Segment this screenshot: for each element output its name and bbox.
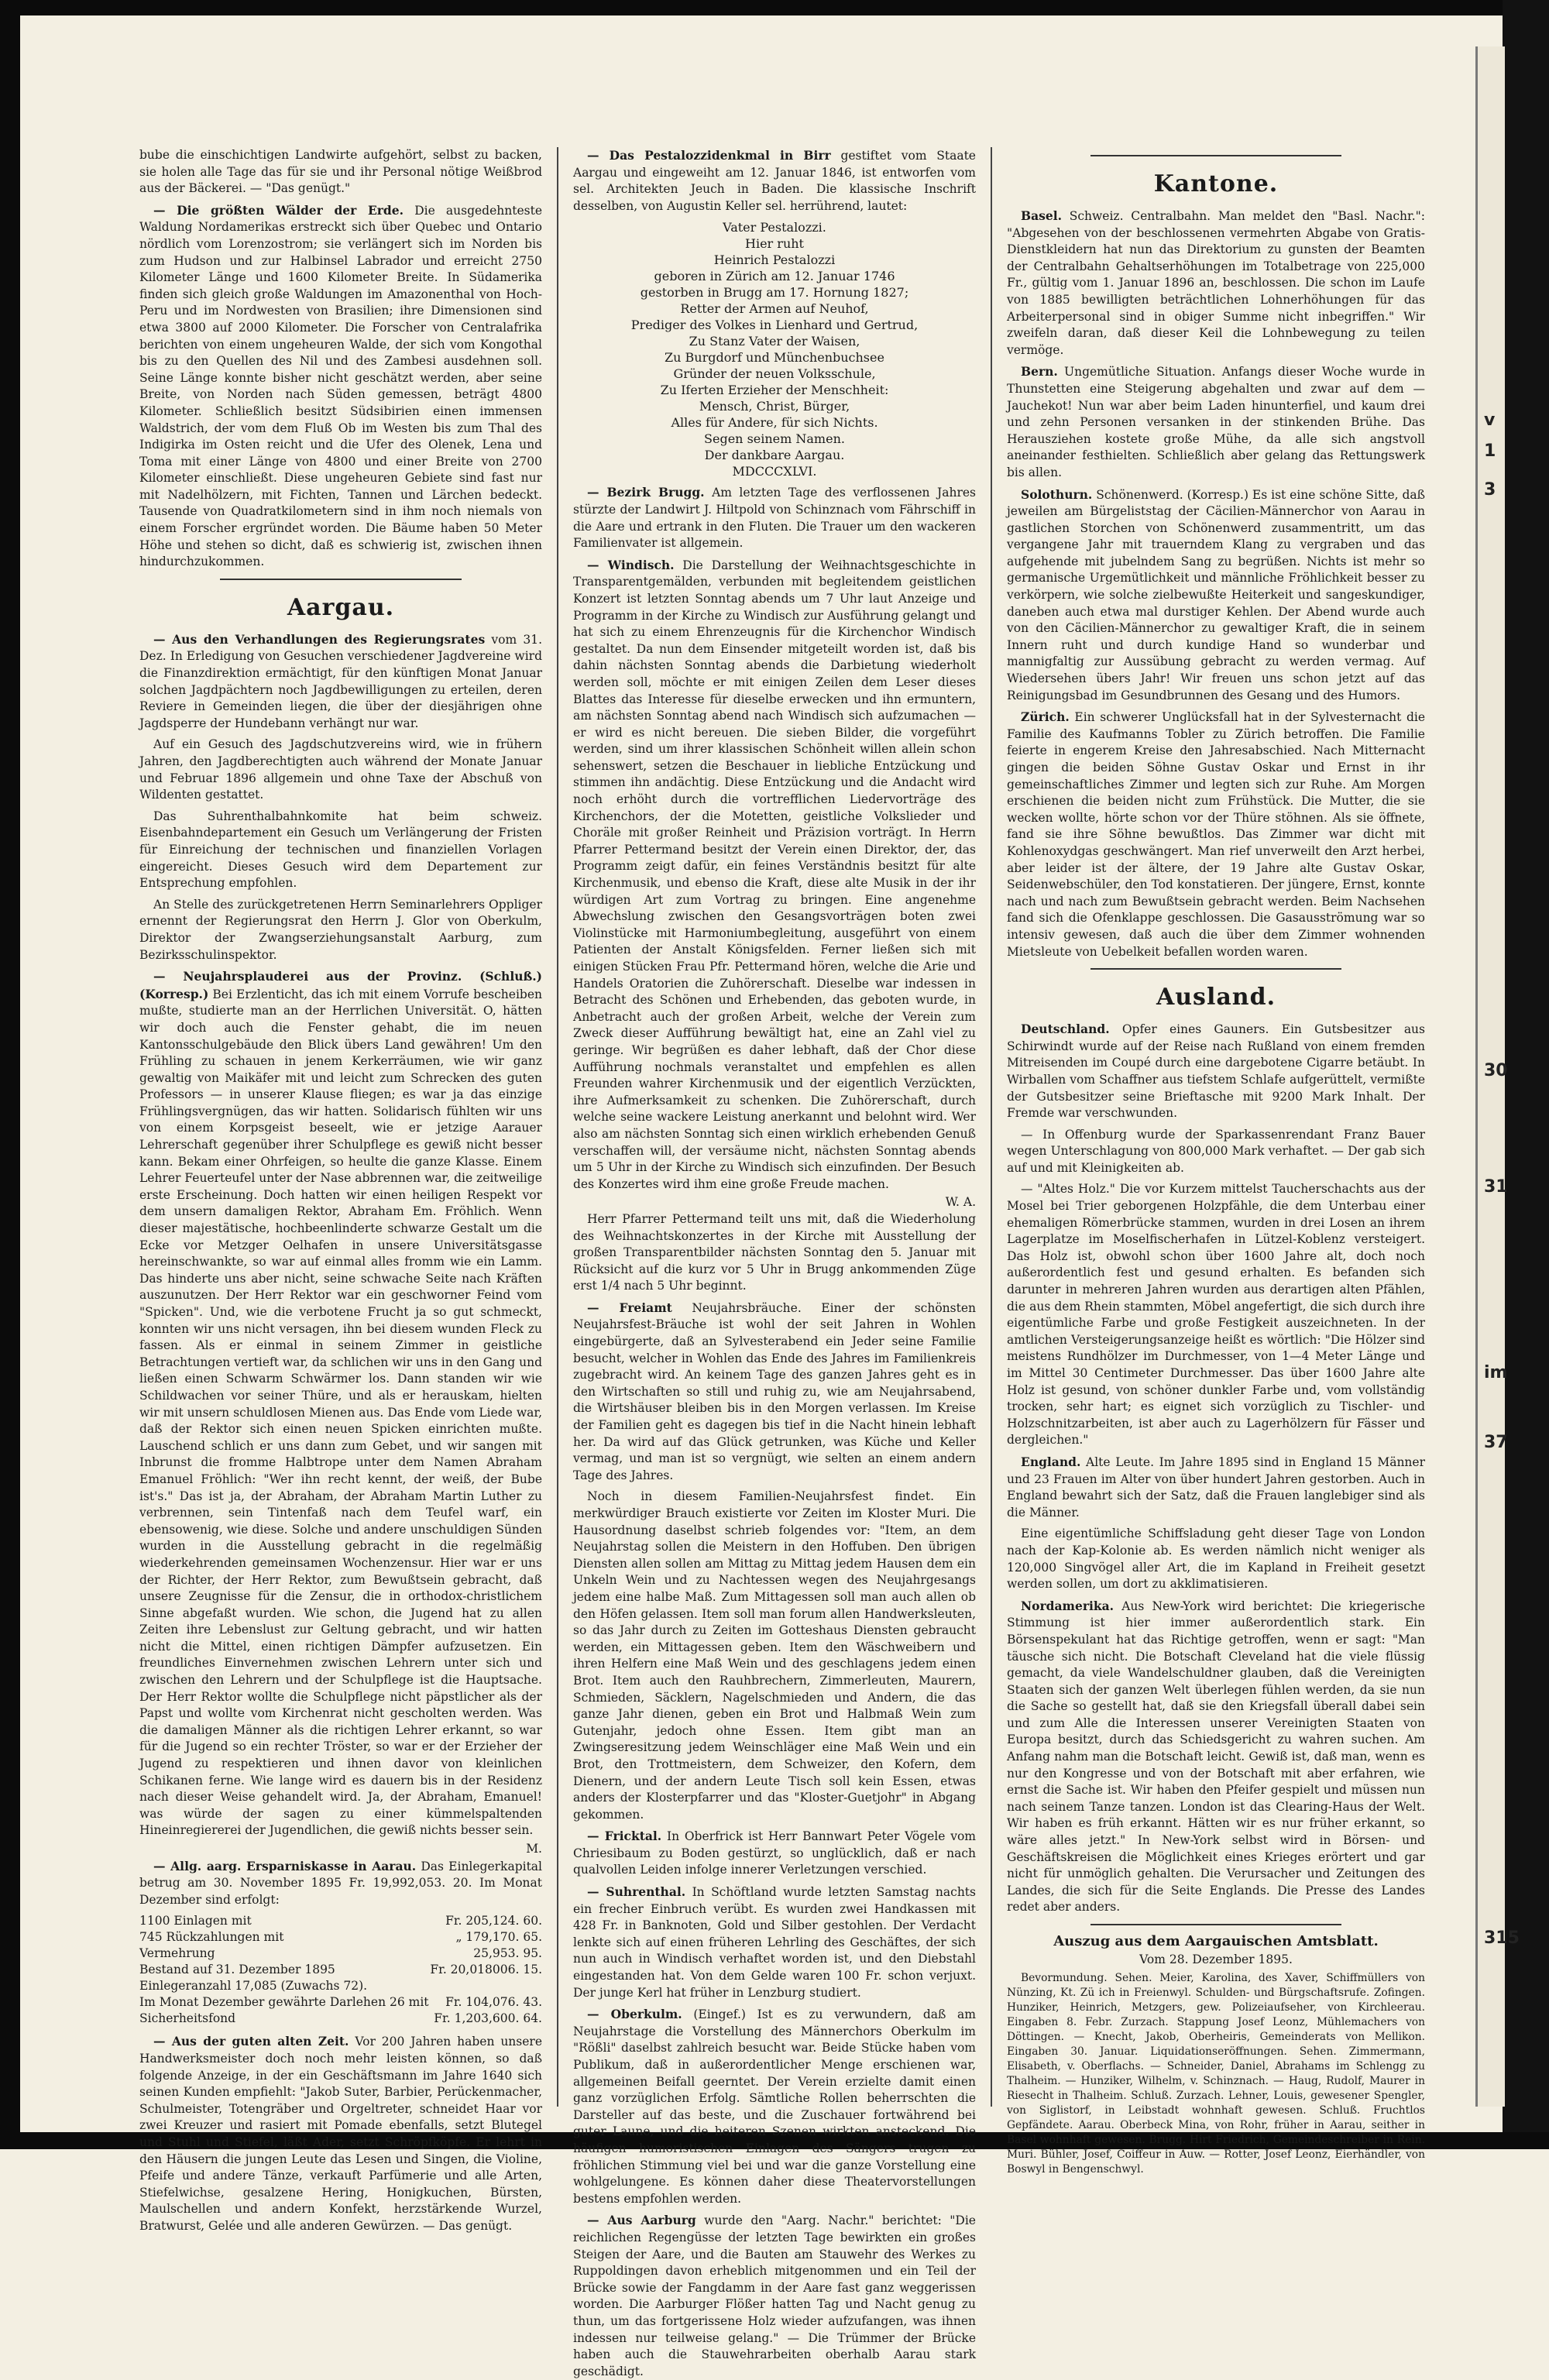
inscription-line: Vater Pestalozzi. — [723, 220, 826, 235]
inscription-line: Mensch, Christ, Bürger, — [699, 399, 850, 414]
article-body: Vor 200 Jahren haben unsere Handwerksmeister doch noch mehr leisten können, so daß folgende Anzeige, in der ein Geschäftsmann im Jahre 1640 sich seinen Kunden empfiehlt: "Jakob Suter, Barbier, Perückenmacher, Schulmeister, Totengräber und Orgeltreter, schneidet Haar vor zwei Kreuzer und rasiert mit Pomade ebenfalls, setzt Blutegel und Stuhl und Stiefel, läßt Ader, setzt Schröpfköpfe. Er lehrt in den Häusern die jungen Leute das Lesen und Singen, die Violine, Pfeife und andere Tänze, verkauft Parfümerie und alle Arten, Stiefelwichse, gesalzene Hering, Honigkuchen, Bürsten, Maulschellen und andern Konfekt, herzstärkende Wurzel, Bratwurst, Gelée und alle anderen Gewürzen. — Das genügt. — [139, 2035, 542, 2233]
inscription-line: gestorben in Brugg am 17. Hornung 1827; — [640, 285, 909, 301]
row-label: 745 Rückzahlungen mit — [139, 1930, 284, 1945]
article-deutschland — [1007, 1021, 1425, 1122]
article-regierungsrat — [139, 631, 542, 733]
article-solothurn — [1007, 486, 1425, 705]
article-paragraph: — "Altes Holz." Die vor Kurzem mittelst Taucherschachts aus der Mosel bei Trier geborgenen Holzpfähle, die dem Unterbau einer ehemaligen Römerbrücke stammen, wurden in drei Losen an ihrem Lagerplatze im Moselfischerhafen in Lützel-Koblenz versteigert. Das Holz ist, obwohl schon über 1600 Jahre alt, doch noch außerordentlich fest und gesund erhalten. Es befanden sich darunter in mehreren Jahren wurden aus derartigen alten Pfählen, die aus dem Rhein stammten, Möbel angefertigt, die sich durch ihre eigentümliche Farbe und große Festigkeit auszeichneten. In der amtlichen Versteigerungsanzeige heißt es wörtlich: "Die Hölzer sind meistens Rundhölzer im Durchmesser, von 1—4 Meter Länge und im Mittel 30 Centimeter Durchmesser. Das über 1600 Jahre alte Holz ist gesund, von schöner dunkler Farbe und, vom vollständig trocken, sehr hart; es eignet sich vorzüglich zu Tischler- und Holzschnitzarbeiten, ist aber auch zu Lagerhölzern für Fässer und dergleichen." — [1007, 1182, 1425, 1448]
table-row — [139, 2011, 542, 2027]
scan-border-top — [0, 0, 1549, 15]
inscription-line: Heinrich Pestalozzi — [713, 252, 836, 268]
row-label: Im Monat Dezember gewährte Darlehen 26 mit — [139, 1995, 429, 2010]
article-paragraph: Eine eigentümliche Schiffsladung geht dieser Tage von London nach der Kap-Kolonie ab. Es werden nämlich nicht weniger als 120,000 Singvögel aller Art, die im Kapland in Freiheit gesetzt werden sollen, um dort zu akklimatisieren. — [1007, 1527, 1425, 1592]
article-alte-zeit — [139, 2033, 542, 2234]
neighbor-fragment: 30 — [1484, 1061, 1508, 1080]
inscription-line: Zu Burgdorf und Münchenbuchsee — [665, 350, 884, 366]
article-ersparniskasse — [139, 1858, 542, 1909]
inscription-line: Prediger des Volkes in Lienhard und Gertrud, — [630, 318, 919, 333]
row-label: Vermehrung — [139, 1946, 215, 1961]
inscription-line: Der dankbare Aargau. — [704, 448, 845, 463]
table-row — [139, 1913, 542, 1929]
article-headline: — Windisch. — [587, 557, 675, 572]
section-title-kantone: Kantone. — [1153, 170, 1279, 197]
article-headline: — Fricktal. — [587, 1829, 662, 1844]
article-paragraph: Auf ein Gesuch des Jagdschutzvereins wird, wie in frühern Jahren, den Jagdberechtigten auch während der Monate Januar und Februar 1896 allgemein und ohne Taxe der Abschuß von Wildenten gestattet. — [139, 737, 542, 802]
article-headline: Bern. — [1021, 364, 1058, 379]
article-brugg — [573, 484, 976, 551]
article-headline: Nordamerika. — [1021, 1598, 1115, 1613]
scan-border-right — [1503, 0, 1549, 2149]
neighbor-fragment: v — [1484, 410, 1496, 430]
inscription-line: Zu Stanz Vater der Waisen, — [689, 334, 860, 349]
article-body: (Eingef.) Ist es zu verwundern, daß am Neujahrstage die Vorstellung des Männerchors Oberkulm im "Rößli" daselbst zahlreich besucht war. Beide Stücke haben vom Publikum, daß in außerordentlicher Menge erschienen war, allgemeinen Beifall geerntet. Der Verein erzielte damit einen ganz vorzüglichen Erfolg. Sämtliche Rollen beherrschten die Darsteller auf das beste, und die Zuschauer fortwährend bei guter Laune, und die heiteren Szenen wirkten ansteckend. Die häufigen humoristischen Einlagen des Sängers trugen zu fröhlichen Stimmung viel bei und war die ganze Vorstellung eine wohlgelungene. Es können daher diese Theatervorstellungen bestens empfohlen werden. — [573, 2007, 976, 2206]
section-divider — [1090, 968, 1341, 970]
inscription-line: Zu Iferten Erzieher der Menschheit: — [660, 383, 889, 398]
article-headline: Solothurn. — [1021, 486, 1093, 502]
article-paragraph: — In Offenburg wurde der Sparkassenrendant Franz Bauer wegen Unterschlagung von 800,000 Mark verhaftet. — Der gab sich auf und mit Kleinigkeiten ab. — [1007, 1127, 1425, 1175]
row-value: 25,953. 95. — [473, 1946, 542, 1961]
article-headline: — Die größten Wälder der Erde. — [153, 202, 404, 218]
amtsblatt-date: Vom 28. Dezember 1895. — [1139, 1952, 1293, 1966]
row-value: „ 179,170. 65. — [455, 1930, 542, 1945]
article-suhrenthal — [573, 1884, 976, 2001]
article-body: Die ausgedehnteste Waldung Nordamerikas erstreckt sich über Quebec und Ontario nördlich vom Lorenzostrom; sie verlängert sich im Norden bis zum Hudson und zur Halbinsel Labrador und erreicht 2750 Kilometer Länge und 1600 Kilometer Breite. In Südamerika finden sich gleich große Waldungen im Amazonenthal von Hoch-Peru und im Nordwesten von Brasilien; ihre Dimensionen sind etwa 3800 auf 2000 Kilometer. Die Forscher von Centralafrika berichten von einem ungeheuren Walde, der sich vom Kongothal bis zu den Quellen des Nil und des Zambesi ausdehnen soll. Seine Länge konnte bisher nicht geschätzt werden, aber seine Breite, von Norden nach Süden gemessen, beträgt 4800 Kilometer. Schließlich besitzt Südsibirien einen immensen Waldstrich, der vom dem Fluß Ob im Westen bis zum Thal des Indigirka im Osten reicht und die Ufer des Olenek, Lena und Toma mit einer Länge von 4800 und einer Breite von 2700 Kilometer einschließt. Diese ungeheuren Gebiete sind fast nur mit Nadelhölzern, mit Fichten, Tannen und Lärchen bedeckt. Tausende von Quadratkilometern sind in ihm noch niemals von einem Forscher ergründet worden. Die Bäume haben 50 Meter Höhe und stehen so dicht, daß es schwierig ist, zwischen ihnen hindurchzukommen. — [139, 203, 542, 569]
inscription-line: Gründer der neuen Volksschule, — [673, 366, 876, 382]
table-row — [139, 1994, 542, 2011]
table-row — [139, 1929, 542, 1946]
article-body: Neujahrsbräuche. Einer der schönsten Neujahrsfest-Bräuche ist wohl der seit Jahren in Wohlen eingebürgerte, daß an Sylvesterabend ein Jeder seine Familie besucht, welcher in Wohlen das Ende des Jahres im Familienkreis zugebracht wird. An keinem Tage des ganzen Jahres geht es in den Wirtschaften so still und ruhig zu, wie am Neujahrsabend, die Wirtshäuser bleiben bis in den Morgen verlassen. Im Kreise der Familien geht es dagegen bis tief in die Nacht hinein lebhaft her. Da wird auf das Glück getrunken, was Küche und Keller vermag, und man ist so vergnügt, wie selten an einem andern Tage des Jahres. — [573, 1300, 976, 1482]
article-headline: Deutschland. — [1021, 1022, 1110, 1037]
article-basel — [1007, 208, 1425, 359]
article-body: Alte Leute. Im Jahre 1895 sind in England 15 Männer und 23 Frauen im Alter von über hundert Jahren gestorben. Auch in England bewahrt sich der Satz, daß die Frauen langlebiger sind als die Männer. — [1007, 1454, 1425, 1520]
article-body: In Oberfrick ist Herr Bannwart Peter Vögele vom Chriesibaum zu Boden gestürzt, so unglücklich, daß er nach qualvollen Leiden infolge innerer Verletzungen verschied. — [573, 1829, 976, 1877]
row-label: Bestand auf 31. Dezember 1895 — [139, 1963, 335, 1977]
amtsblatt-title: Auszug aus dem Aargauischen Amtsblatt. — [1053, 1933, 1379, 1949]
intro-paragraph: bube die einschichtigen Landwirte aufgehört, selbst zu backen, sie holen alle Tage das für sie und ihr Personal nötige Weißbrod aus der Bäckerei. — "Das genügt." — [139, 148, 542, 196]
article-paragraph: An Stelle des zurückgetretenen Herrn Seminarlehrers Oppliger ernennt der Regierungsrat den Herrn J. Glor von Oberkulm, Direktor der Zwangserziehungsanstalt Aarburg, zum Bezirksschulinspektor. — [139, 897, 542, 962]
article-headline: Zürich. — [1021, 709, 1070, 725]
newspaper-page — [139, 147, 1426, 2378]
section-title-ausland: Ausland. — [1156, 984, 1276, 1011]
column-rule — [991, 147, 992, 2107]
article-body: gestiftet vom Staate Aargau und eingeweiht am 12. Januar 1846, ist entworfen vom sel. Architekten Jeuch in Baden. Die klassische Inschrift desselben, von Augustin Keller sel. herrührend, lautet: — [573, 149, 976, 213]
column-rule — [557, 147, 558, 2107]
article-headline: — Bezirk Brugg. — [587, 485, 705, 500]
section-divider — [1090, 155, 1341, 156]
article-headline: — Aus Aarburg — [587, 2213, 696, 2228]
article-body: Schönenwerd. (Korresp.) Es ist eine schöne Sitte, daß jeweilen am Bürgeliststag der Cäcilien-Männerchor von Aarau in gastlichen Storchen von Schönenwerd zusammentritt, um das vergangene Jahr mit trauerndem Klang zu vergraben und das aufgehende mit jubelndem Sang zu begrüßen. Nichts ist mehr so germanische Urgemütlichkeit und männliche Fröhlichkeit besser zu verkörpern, wie solche zielbewußte Heiterkeit und sangeskundiger, daneben auch etwa mal durstiger Kehlen. Der Abend wurde auch von den Cäcilien-Männerchor zu gewaltiger Kraft, die in seinem Innern ruht und durch kundige Hand so wunderbar und mannigfaltig zur Aussübung gebracht zu werden vermag. Auf Wiedersehen übers Jahr! Wir freuen uns schon jetzt auf das Reinigungsbad im Gesundbrunnen des Gesang und des Humors. — [1007, 487, 1426, 702]
article-body: Das Einlegerkapital betrug am 30. November 1895 Fr. 19,992,053. 20. Im Monat Dezember sind erfolgt: — [139, 1859, 542, 1907]
table-row — [139, 1946, 542, 1962]
table-row — [139, 1962, 542, 1978]
section-divider — [1090, 1924, 1341, 1925]
article-headline: England. — [1021, 1454, 1081, 1469]
table-row — [139, 1978, 542, 1994]
article-body: Aus New-York wird berichtet: Die kriegerische Stimmung ist hier immer außerordentlich stark. Ein Börsenspekulant hat das Richtige getroffen, wenn er sagt: "Man täusche sich nicht. Die Botschaft Cleveland hat die viele flüssig gemacht, da viele Wandelschuldner glauben, daß die Vereinigten Staaten sich der ganzen Welt überlegen fühlen werden, da sie nun die Sache so gestellt hat, daß sie den Kriegsfall überall dabei sein und zum Alle die Interessen unserer Vereinigten Staaten von Europa besitzt, durch das Schiedsgericht zu wahren suchen. Am Anfang nahm man die Botschaft leicht. Gewiß ist, daß man, wenn es nur den Kongresse und von der Botschaft mit aber erfahren, wie ernst die Sache ist. Wir haben den Pfeifer gespielt und müssen nun nach seinem Tanze tanzen. London ist das Clearing-Haus der Welt. Wir haben es früh erkannt. Hätten wir es nur früher erkannt, so wäre alles jetzt." In New-York selbst wird in Börsen- und Geschäftskreisen die Möglichkeit eines Krieges erörtert und gar nicht für unmöglich gehalten. Die Verursacher und Zeitungen des Landes, die sich für die Seite Englands. Die Presse des Landes redet aber anders. — [1007, 1599, 1425, 1915]
neighbor-fragment: 31 — [1484, 1177, 1508, 1197]
article-zuerich — [1007, 709, 1425, 960]
section-divider — [220, 579, 462, 580]
article-body: Ungemütliche Situation. Anfangs dieser Woche wurde in Thunstetten eine Steigerung abgehalten und zwar auf dem — Jauchekot! Nun war aber beim Laden hinunterfiel, und kaum drei und zehn Personen versanken in der stinkenden Brühe. Das Herausziehen kostete große Mühe, da alle sich angstvoll aneinander festhielten. Schließlich aber gelang das Rettungswerk bis allen. — [1007, 365, 1425, 479]
article-windisch — [573, 557, 976, 1193]
row-label: Einlegeranzahl 17,085 (Zuwachs 72). — [139, 1979, 368, 1994]
article-body: vom 31. Dez. In Erledigung von Gesuchen verschiedener Jagdvereine wird die Finanzdirektion ermächtigt, für den künftigen Monat Januar solchen Jagdpächtern noch Jagdbewilligungen zu erteilen, deren Reviere in Gemeinden liegen, die über der diesjährigen ohne Jagdsperre der Hundebann verhängt nur war. — [139, 632, 542, 730]
article-body: wurde den "Aarg. Nachr." berichtet: "Die reichlichen Regengüsse der letzten Tage bewirkten ein großes Steigen der Aare, und die Bauten am Stauwehr des Werkes zu Ruppoldingen davon erheblich mitgenommen und ein Teil der Brücke sowie der Fangdamm in der Aare fast ganz weggerissen worden. Die Aarburger Flößer hatten Tag und Nacht genug zu thun, um das fortgerissene Holz wieder aufzufangen, was ihnen indessen nur teilweise gelang." — Die Trümmer der Brücke haben auch die Stauwehrarbeiten oberhalb Aarau stark geschädigt. — [573, 2213, 976, 2378]
article-paragraph: Herr Pfarrer Pettermand teilt uns mit, daß die Wiederholung des Weihnachtskonzertes in der Kirche mit Ausstellung der großen Transparentbilder nächsten Sonntag den 5. Januar mit Rücksicht auf die kurz vor 5 Uhr in Brugg ankommenden Züge erst 1/4 nach 5 Uhr beginnt. — [573, 1211, 976, 1293]
article-nordamerika — [1007, 1598, 1425, 1916]
article-freiamt — [573, 1300, 976, 1485]
inscription-line: geboren in Zürich am 12. Januar 1746 — [654, 269, 895, 284]
neighbor-fragment: 1 — [1484, 441, 1496, 461]
article-signature: W. A. — [945, 1195, 976, 1210]
article-oberkulm — [573, 2006, 976, 2207]
article-waelder — [139, 202, 542, 571]
inscription-line: MDCCCXLVI. — [732, 464, 817, 479]
row-value: Fr. 20,018006. 15. — [430, 1963, 542, 1977]
inscription-line: Segen seinem Namen. — [704, 431, 845, 447]
inscription-line: Retter der Armen auf Neuhof, — [680, 301, 869, 317]
scan-border-left — [0, 0, 20, 2149]
inscription-line: Alles für Andere, für sich Nichts. — [671, 415, 878, 431]
ersparnis-table — [139, 1913, 542, 2027]
neighbor-fragment: 3 — [1484, 480, 1496, 500]
article-headline: — Das Pestalozzidenkmal in Birr — [587, 148, 831, 163]
section-title-aargau: Aargau. — [287, 593, 395, 621]
article-england — [1007, 1454, 1425, 1521]
article-body: Die Darstellung der Weihnachtsgeschichte in Transparentgemälden, verbunden mit begleitendem geistlichen Konzert ist letzten Sonntag abends um 7 Uhr laut Anzeige und Programm in der Kirche zu Windisch zur Ausführung gelangt und hat sich zu einem Ehrenzeugnis für die Kirchenchor Windisch gestaltet. Da nun dem Einsender mitgeteilt worden ist, daß bis dahin nächsten Sonntag abends die Darbietung wiederholt werden soll, möchte er mit einigen Zeilen dem Leser dieses Blattes das Interesse für dieselbe erwecken und ihn ermuntern, am nächsten Sonntag abend nach Windisch sich aufzumachen — er wird es nicht bereuen. Die sieben Bilder, die vorgeführt werden, sind um ihrer klassischen Schönheit willen allein schon sehenswert, setzen die Beschauer in liebliche Entzückung und stimmen ihn andächtig. Diese Entzückung und die Andacht wird noch erhöht durch die vortrefflichen Liedervorträge des Kirchenchors, der die Motetten, geistliche Volkslieder und Choräle mit großer Reinheit und Präzision vorträgt. In Herrn Pfarrer Pettermand besitzt der Verein einen Direktor, der, das Programm zeigt dafür, ein feines Verständnis besitzt für alte Kirchenmusik, und ebenso die Kraft, diese alte Musik in der ihr würdigen Art zum Vortrag zu bringen. Eine angenehme Abwechslung zwischen den Gesangsvorträgen boten zwei Violinstücke mit Harmoniumbegleitung, ausgeführt von einem Patienten der Anstalt Königsfelden. Ferner ließen sich mit einigen Stücken Frau Pfr. Pettermand hören, welche die Arie und Handels Oratorien die Zuhörerschaft. Dieselbe war indessen in Betracht des Schönen und Erhebenden, das geboten wurde, in Anbetracht auch der großen Arbeit, welche der Verein zum Zweck dieser Aufführung bewältigt hat, eine an Zahl viel zu geringe. Wir begrüßen es daher lebhaft, daß der Chor diese Aufführung nochmals veranstaltet und empfehlen es allen Freunden wahrer Kirchenmusik und der eigentlich Verzückten, ihre Aufmerksamkeit zu schenken. Die Zuhörerschaft, durch welche seine wackere Leistung anerkannt und belohnt wird. Wer also am nächsten Sonntag sich einen wirklich erhebenden Genuß verschaffen will, der versäume nicht, nächsten Sonntag abends um 5 Uhr in der Kirche zu Windisch sich einzufinden. Der Besuch des Konzertes wird ihm eine große Freude machen. — [573, 558, 976, 1191]
row-label: Sicherheitsfond — [139, 2011, 236, 2026]
column-middle — [573, 147, 976, 2378]
neighbor-fragment: 315 — [1484, 1928, 1520, 1948]
article-headline: — Neujahrsplauderei aus der Provinz. (Schluß.) (Korresp.) — [139, 969, 542, 1001]
column-left — [139, 147, 542, 2233]
article-neujahr — [139, 968, 542, 1839]
article-fricktal — [573, 1828, 976, 1879]
neighbor-page-strip — [1475, 46, 1520, 2107]
article-headline: — Oberkulm. — [587, 2007, 682, 2022]
neighbor-fragment: im — [1484, 1363, 1508, 1382]
neighbor-fragment: 37 — [1484, 1433, 1508, 1452]
article-body: Opfer eines Gauners. Ein Gutsbesitzer aus Schirwindt wurde auf der Reise nach Rußland von einem fremden Mitreisenden im Coupé durch eine dargebotene Cigarre betäubt. In Wirballen vom Schaffner aus tiefstem Schlafe aufgerüttelt, vermißte der Gutsbesitzer seine Brieftasche mit 9200 Mark Inhalt. Der Fremde war verschwunden. — [1007, 1022, 1425, 1121]
article-headline: — Aus der guten alten Zeit. — [153, 2034, 349, 2049]
article-body: Bei Erzlenticht, das ich mit einem Vorrufe bescheiben mußte, studierte man an der Herrlichen Universität. O, hätten wir doch auch die Fenster gehabt, die im neuen Kantonsschulgebäude den Blick übers Land gewähren! Um den Frühling zu schauen in jenem Kerkerräumen, wie wir ganz gewaltig von Maikäfer mit und leicht zum Schrecken des guten Professors — in unserer Klause fliegen; es war ja das einzige Frühlingsvergnügen, das wir hatten. Solidarisch fühlten wir uns von einem Korpsgeist beseelt, wie er jetzige Aarauer Lehrerschaft gegenüber ihrer Schulpflege es gewiß nicht besser kann. Bekam einer Ohrfeigen, so heulte die ganze Klasse. Einem Lehrer Feuerteufel unter der Nase abbrennen war, die zeitweilige erste Erscheinung. Doch hatten wir einen heiligen Respekt vor dem unsern damaligen Rektor, Abraham Em. Fröhlich. Wenn dieser majestätische, hochbeenlinderte schwarze Gestalt um die Ecke vor Metzger Oelhafen in unsere Universitätsgasse hereinschwankte, so war auf einmal alles fromm wie ein Lamm. Das hinderte uns aber nicht, seine schwache Seite nach Kräften auszunutzen. Der Herr Rektor war ein geschworner Feind vom "Spicken". Und, wie die verbotene Frucht ja so gut schmeckt, konnten wir uns nicht versagen, ihn bei diesem wunden Fleck zu fassen. Als er einmal in seinem Zimmer in geistliche Betrachtungen vertieft war, da schlichen wir uns in den Gang und ließen einen Schwarm Schwärmer los. Dann standen wir wie Schildwachen vor seiner Thüre, und als er herauskam, hielten wir mit unsern schuldlosen Mienen aus. Das Ende vom Liede war, daß der Rektor sich einen neuen Spicken einrichten mußte. Lauschend schlich er uns dann zum Gebet, und wir sangen mit Inbrunst die fromme Halbtrope unter dem Namen Abraham Emanuel Fröhlich: "Wer ihn recht kennt, der weiß, der Bube ist's." Das ist ja, der Abraham, der Abraham Martin Luther zu verbrennen, sein Tintenfaß nach dem Teufel warf, ein ebensowenig, wie diese. Solche und andere unschuldigen Sünden wurden in die Ausstellung gebracht in die regelmäßig wiederkehrenden gemeinsamen Wochenzensur. Hier war er uns der Richter, der Herr Rektor, zum Bewußtsein gebracht, daß unsere Zeugnisse für die Zensur, die in orthodox-christlichem Sinne abgefaßt wurden. Wie schon, die Jugend hat zu allen Zeiten ihre Lebenslust zur Geltung gebracht, und wir hatten nicht die Mittel, einen richtigen Dämpfer aufzusetzen. Ein freundliches Einvernehmen zwischen Lehrern unter sich und zwischen den Lehrern und der Schulpflege ist die Hauptsache. Der Herr Rektor wollte die Schulpflege nicht päpstlicher als der Papst und wollte vom Kirchenrat nicht gescholten werden. Was die damaligen Männer als die richtigen Lehrer erkannt, so war für die Jugend so ein rechter Tröster, so war er der Erzieher der Jugend zu respektieren und ihnen davor von kleinlichen Schikanen ferne. Wie lange wird es dauern bis in der Residenz nach dieser Weise gehandelt wird. Ja, der Abraham, Emanuel! was würde der sagen zu einer kümmelspaltenden Hineinregiererei der Jugendlichen, die gewiß nichts besser sein. — [139, 987, 542, 1838]
article-headline: — Allg. aarg. Ersparniskasse in Aarau. — [153, 1858, 417, 1873]
article-body: Ein schwerer Unglücksfall hat in der Sylvesternacht die Familie des Kaufmanns Tobler zu Zürich betroffen. Die Familie feierte in engerem Kreise den Jahresabschied. Nach Mitternacht gingen die beiden Söhne Gustav Oskar und Ernst in ihr gemeinschaftliches Zimmer und legten sich zur Ruhe. Am Morgen erschienen die beiden nicht zum Frühstück. Die Mutter, die sie wecken wollte, hörte schon vor der Thüre stöhnen. Als sie öffnete, fand sie ihre Söhne bewußtlos. Das Zimmer war dicht mit Kohlenoxydgas geschwängert. Man rief unverweilt den Arzt herbei, aber leider ist der ältere, der 19 Jahre alte Gustav Oskar, Seidenwebschüler, den Tod konstatieren. Der jüngere, Ernst, konnte nach und nach zum Bewußtsein gebracht werden. Beim Nachsehen fand sich die Ofenklappe geschlossen. Die Gasausströmung war so intensiv gewesen, daß auch die über dem Zimmer wohnenden Mietsleute von Uebelkeit befallen worden waren. — [1007, 710, 1425, 959]
row-value: Fr. 205,124. 60. — [445, 1914, 542, 1928]
article-body: In Schöftland wurde letzten Samstag nachts ein frecher Einbruch verübt. Es wurden zwei Handkassen mit 428 Fr. in Banknoten, Gold und Silber gestohlen. Der Verdacht lenkte sich auf einen früheren Lehrling des Geschäftes, der sich nun auch in Windisch verhaftet worden ist, und den Diebstahl eingestanden hat. Von dem Gelde waren 100 Fr. schon verjuxt. Der junge Kerl hat früher in Lenzburg studiert. — [573, 1885, 976, 2000]
article-headline: — Freiamt — [587, 1300, 672, 1315]
article-signature: M. — [526, 1842, 542, 1856]
article-body: Am letzten Tage des verflossenen Jahres stürzte der Landwirt J. Hiltpold von Schinznach vom Fährschiff in die Aare und ertrank in den Fluten. Die Trauer um den wackeren Familienvater ist allgemein. — [573, 486, 976, 551]
amtsblatt-body: Bevormundung. Sehen. Meier, Karolina, des Xaver, Schiffmüllers von Nünzing, Kt. Zü ich in Freienwyl. Schulden- und Bürgschaftsrufe. Zofingen. Hunziker, Heinrich, Metzgers, gew. Polizeiaufseher, von Kirchleerau. Eingaben 8. Febr. Zurzach. Stappung Josef Leonz, Mühlemachers von Döttingen. — Knecht, Jakob, Oberheiris, Gemeinderats von Mellikon. Eingaben 30. Januar. Liquidationseröffnungen. Sehen. Zimmermann, Elisabeth, v. Oberflachs. — Schneider, Daniel, Abrahams im Schlengg zu Thalheim. — Hunziker, Wilhelm, v. Schinznach. — Haug, Rudolf, Maurer in Riesecht in Thalheim. Schluß. Zurzach. Lehner, Louis, gewesener Spengler, von Siglistorf, in Leibstadt wohnhaft gewesen. Schluß. Fruchtlos Gepfändete. Aarau. Oberbeck Mina, von Rohr, früher in Aarau, seither in Basel wohnhaft gewesen. Brugg. Hirt Friedrich, Gemeindeschreiber in Rein. Muri. Bühler, Josef, Coiffeur in Auw. — Rotter, Josef Leonz, Eierhändler, von Boswyl in Bengenschwyl. — [1007, 1972, 1425, 2176]
row-value: Fr. 1,203,600. 64. — [434, 2011, 542, 2026]
row-label: 1100 Einlagen mit — [139, 1914, 252, 1928]
article-bern — [1007, 363, 1425, 481]
column-right — [1007, 147, 1426, 2176]
article-body: Schweiz. Centralbahn. Man meldet den "Basl. Nachr.": "Abgesehen von der beschlossenen vermehrten Abgabe von Gratis-Dienstkleidern hat nun das Direktorium zu gunsten der Beamten der Centralbahn Gehaltserhöhungen im Totalbetrage von 225,000 Fr., gültig vom 1. Januar 1896 an, beschlossen. Die schon im Laufe von 1885 bewilligten beträchtlichen Lohnerhöhungen für das Arbeiterpersonal sind in obiger Summe nicht inbegriffen." Wir zweifeln daran, daß dieser Keil die Lohnbewegung zu teilen vermöge. — [1007, 209, 1425, 357]
pestalozzi-inscription — [573, 219, 976, 479]
article-pestalozzi — [573, 147, 976, 215]
article-paragraph: Noch in diesem Familien-Neujahrsfest findet. Ein merkwürdiger Brauch existierte vor Zeiten im Kloster Muri. Die Hausordnung daselbst schrieb folgendes vor: "Item, an dem Neujahrstag sollen die Meistern in den Hoffuben. Den übrigen Diensten allen sollen am Mittag zu Mittag jedem Hausen dem ein Unkeln Wein und zu Nachtessen wegen des Neujahrgesangs jedem eine halbe Maß. Zum Mittagessen soll man auch allen ob den Höfen gelassen. Item soll man forum allen Handwerksleuten, so das Jahr durch zu Zeiten im Gotteshaus Diensten gebraucht werden, ein Mittagessen geben. Item den Wäschweibern und ihren Helfern eine Maß Wein und des geschlagens jedem einen Brot. Item auch den Rauhbrechern, Zimmerleuten, Maurern, Schmieden, Säcklern, Nagelschmieden und Andern, die das ganze Jahr dienen, geben ein Brot und Halbmaß Wein zum Gutenjahr, jedoch ohne Essen. Item gibt man an Zwingseresitzung jedem Weinschläger eine Maß Wein und ein Brot, den Trottmeistern, dem Schweizer, den Kofern, dem Dienern, und der andern Leute Tisch soll kein Essen, etwas anders der Klosterpfarrer und das "Kloster-Guetjohr" in Abgang gekommen. — [573, 1489, 976, 1822]
article-headline: Basel. — [1021, 208, 1063, 223]
article-headline: — Suhrenthal. — [587, 1884, 686, 1900]
article-aarburg — [573, 2212, 976, 2380]
inscription-line: Hier ruht — [745, 236, 804, 252]
article-headline: — Aus den Verhandlungen des Regierungsrates — [153, 631, 486, 647]
article-paragraph: Das Suhrenthalbahnkomite hat beim schweiz. Eisenbahndepartement ein Gesuch um Verlängerung der Fristen für Einreichung der technischen und finanziellen Vorlagen eingereicht. Dieses Gesuch wird dem Departement zur Entsprechung empfohlen. — [139, 809, 542, 891]
row-value: Fr. 104,076. 43. — [445, 1995, 542, 2010]
